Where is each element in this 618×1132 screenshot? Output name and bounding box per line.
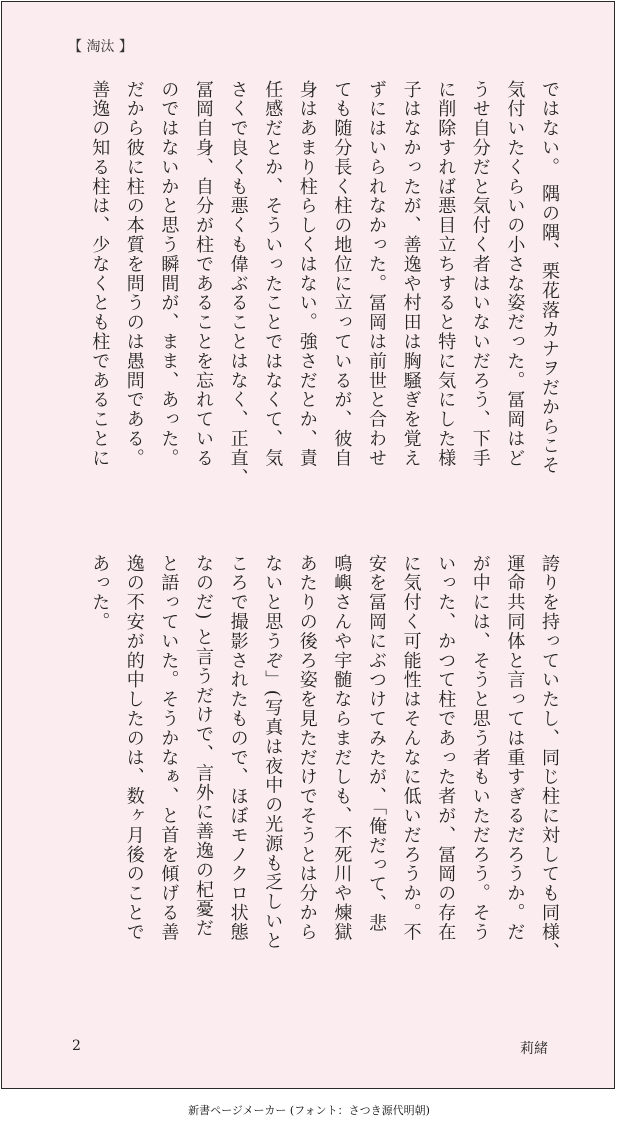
text-column: と語っていた。そうかなぁ、と首を傾げる善 bbox=[158, 554, 180, 942]
text-column: うせ自分だと気付く者はいないだろう、下手 bbox=[469, 80, 491, 468]
text-column: 安を冨岡にぶつけてみたが、「俺だって、悲 bbox=[366, 554, 387, 933]
text-column: あった。 bbox=[89, 554, 111, 632]
text-column: に削除すれば悪目立ちすると特に気にした様 bbox=[435, 80, 457, 468]
text-column: だから彼に柱の本質を問うのは愚問である。 bbox=[123, 80, 145, 468]
text-column: 逸の不安が的中したのは、数ヶ月後のことで bbox=[123, 554, 145, 942]
text-column: 身はあまり柱らしくはない。強さだとか、責 bbox=[296, 80, 318, 468]
book-page bbox=[1, 1, 615, 1089]
text-column: 子はなかったが、善逸や村田は胸騒ぎを覚え bbox=[400, 80, 422, 468]
text-column: 冨岡自身、自分が柱であることを忘れている bbox=[193, 80, 214, 468]
text-column: ないと思うぞ」(写真は夜中の光源も乏しいと bbox=[262, 554, 284, 951]
page-number: 2 bbox=[72, 1038, 81, 1054]
text-column: のではないかと思う瞬間が、まま、あった。 bbox=[158, 80, 180, 468]
text-column: が中には、そうと思う者もいただろう。そう bbox=[469, 554, 491, 942]
text-column: 気付いたくらいの小さな姿だった。冨岡はど bbox=[504, 80, 526, 468]
text-column: ずにはいられなかった。冨岡は前世と合わせ bbox=[366, 80, 387, 468]
text-column: さくで良くも悪くも偉ぶることはなく、正直、 bbox=[227, 80, 249, 488]
text-column: ではない。 隅の隅、栗花落カナヲだからこそ bbox=[539, 80, 560, 476]
text-column: ても随分長く柱の地位に立っているが、彼自 bbox=[331, 80, 353, 468]
text-column: 誇りを持っていたし、同じ柱に対しても同様、 bbox=[539, 554, 560, 962]
text-column: に気付く可能性はそんなに低いだろうか。不 bbox=[400, 554, 422, 942]
text-column: 運命共同体と言っては重すぎるだろうか。だ bbox=[504, 554, 526, 942]
author-name: 莉緒 bbox=[520, 1041, 548, 1057]
text-column: いった、かつて柱であった者が、冨岡の存在 bbox=[435, 554, 457, 942]
text-column: 鳴嶼さんや宇髄ならまだしも、不死川や煉獄 bbox=[331, 554, 353, 942]
text-column: 任感だとか、そういったことではなくて、気 bbox=[262, 80, 284, 468]
text-column: なのだ) と言うだけで、言外に善逸の杞憂だ bbox=[193, 554, 214, 939]
text-column: 善逸の知る柱は、少なくとも柱であることに bbox=[89, 80, 111, 468]
text-column: あたりの後ろ姿を見ただけでそうとは分から bbox=[296, 554, 318, 942]
generator-credit: 新書ページメーカー (フォント：さつき源代明朝) bbox=[188, 1104, 430, 1117]
text-column: ころで撮影されたもので、ほぼモノクロ状態 bbox=[227, 554, 249, 942]
chapter-title: 【 淘汰 】 bbox=[68, 39, 133, 55]
